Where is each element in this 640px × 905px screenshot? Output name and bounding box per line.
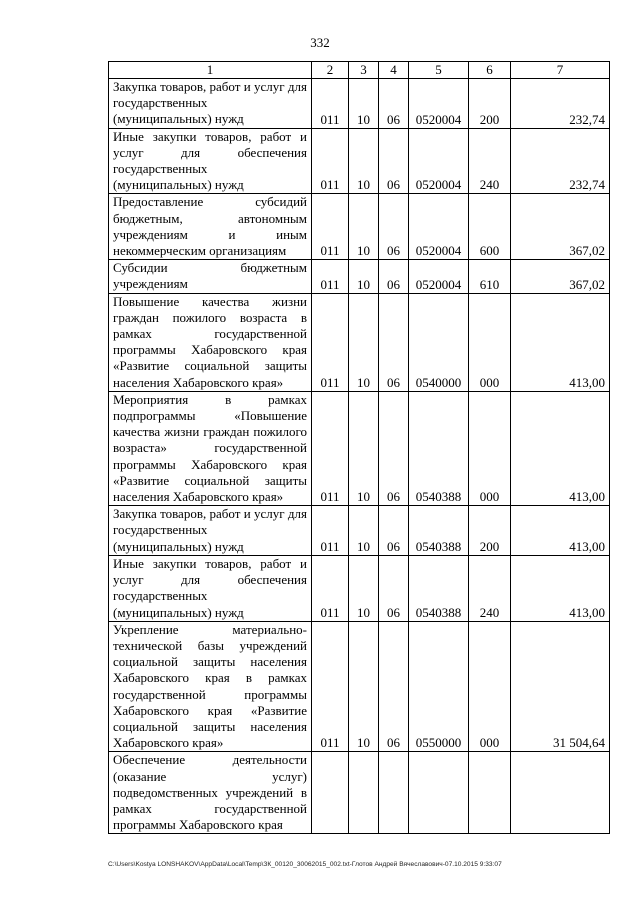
page-number: 332 — [310, 35, 330, 50]
row-code-subsection: 06 — [379, 194, 409, 260]
row-code-subsection: 06 — [379, 260, 409, 293]
row-code-expense-type: 600 — [469, 194, 511, 260]
row-amount: 232,74 — [511, 128, 610, 194]
row-code-section: 10 — [349, 621, 379, 752]
row-amount: 232,74 — [511, 79, 610, 129]
row-name: Мероприятия в рамках подпрограммы «Повышение качества жизни граждан пожилого возраста» государственной программы Хабаровского края «Развитие социальной защиты населения Хабаровского края» — [109, 391, 312, 505]
table-row — [109, 79, 610, 129]
header-col-3: 3 — [349, 62, 379, 79]
row-code-target: 0520004 — [409, 260, 469, 293]
table-body — [109, 79, 610, 834]
row-name: Обеспечение деятельности (оказание услуг) подведомственных учреждений в рамках государственной программы Хабаровского края — [109, 752, 312, 834]
row-code-admin: 011 — [312, 194, 349, 260]
header-col-4: 4 — [379, 62, 409, 79]
row-name: Закупка товаров, работ и услуг для государственных (муниципальных) нужд — [109, 506, 312, 556]
row-amount: 413,00 — [511, 293, 610, 391]
row-name: Иные закупки товаров, работ и услуг для обеспечения государственных (муниципальных) нужд — [109, 555, 312, 621]
row-code-subsection: 06 — [379, 79, 409, 129]
row-code-target: 0540388 — [409, 555, 469, 621]
row-code-subsection — [379, 752, 409, 834]
row-code-expense-type: 000 — [469, 293, 511, 391]
row-code-admin: 011 — [312, 506, 349, 556]
row-code-subsection: 06 — [379, 555, 409, 621]
header-col-2: 2 — [312, 62, 349, 79]
row-code-expense-type — [469, 752, 511, 834]
table-row — [109, 621, 610, 752]
row-code-expense-type: 200 — [469, 79, 511, 129]
row-code-admin: 011 — [312, 293, 349, 391]
table-row — [109, 260, 610, 293]
table-row — [109, 752, 610, 834]
row-code-subsection: 06 — [379, 128, 409, 194]
row-code-section: 10 — [349, 555, 379, 621]
budget-table — [108, 61, 610, 834]
row-code-expense-type: 000 — [469, 621, 511, 752]
header-col-6: 6 — [469, 62, 511, 79]
row-code-target: 0540388 — [409, 391, 469, 505]
header-col-5: 5 — [409, 62, 469, 79]
table-row — [109, 128, 610, 194]
header-row — [109, 62, 610, 79]
table-header — [109, 62, 610, 79]
row-code-section: 10 — [349, 293, 379, 391]
row-code-target: 0540000 — [409, 293, 469, 391]
row-code-admin: 011 — [312, 128, 349, 194]
document-footer-path: C:\Users\Kostya LONSHAKOV\AppData\Local\Temp\ЗК_00120_30062015_002.txt-Глотов Андрей Вячеславович-07.10.2015 9:33:07 — [108, 861, 502, 868]
row-name: Закупка товаров, работ и услуг для государственных (муниципальных) нужд — [109, 79, 312, 129]
row-code-admin — [312, 752, 349, 834]
row-amount — [511, 752, 610, 834]
row-code-admin: 011 — [312, 555, 349, 621]
row-code-admin: 011 — [312, 391, 349, 505]
row-code-expense-type: 200 — [469, 506, 511, 556]
row-name: Повышение качества жизни граждан пожилого возраста в рамках государственной программы Хабаровского края «Развитие социальной защиты населения Хабаровского края» — [109, 293, 312, 391]
row-code-subsection: 06 — [379, 506, 409, 556]
row-code-admin: 011 — [312, 79, 349, 129]
row-code-admin: 011 — [312, 621, 349, 752]
row-amount: 367,02 — [511, 194, 610, 260]
table-row — [109, 506, 610, 556]
row-code-target: 0520004 — [409, 194, 469, 260]
row-code-expense-type: 240 — [469, 128, 511, 194]
row-name: Иные закупки товаров, работ и услуг для обеспечения государственных (муниципальных) нужд — [109, 128, 312, 194]
row-name: Предоставление субсидий бюджетным, автономным учреждениям и иным некоммерческим организациям — [109, 194, 312, 260]
row-amount: 367,02 — [511, 260, 610, 293]
row-code-subsection: 06 — [379, 293, 409, 391]
row-amount: 413,00 — [511, 506, 610, 556]
row-code-section — [349, 752, 379, 834]
row-code-section: 10 — [349, 194, 379, 260]
row-code-target: 0520004 — [409, 128, 469, 194]
header-col-1: 1 — [109, 62, 312, 79]
table-row — [109, 391, 610, 505]
row-code-section: 10 — [349, 128, 379, 194]
row-name: Укрепление материально-технической базы учреждений социальной защиты населения Хабаровского края в рамках государственной программы Хабаровского края «Развитие социальной защиты населения Хабаровского края» — [109, 621, 312, 752]
row-code-expense-type: 000 — [469, 391, 511, 505]
row-code-target: 0540388 — [409, 506, 469, 556]
row-amount: 413,00 — [511, 391, 610, 505]
row-code-target: 0520004 — [409, 79, 469, 129]
row-amount: 413,00 — [511, 555, 610, 621]
row-code-section: 10 — [349, 79, 379, 129]
row-code-subsection: 06 — [379, 391, 409, 505]
row-code-section: 10 — [349, 260, 379, 293]
row-code-expense-type: 610 — [469, 260, 511, 293]
row-code-section: 10 — [349, 506, 379, 556]
row-code-section: 10 — [349, 391, 379, 505]
table-row — [109, 293, 610, 391]
row-code-target: 0550000 — [409, 621, 469, 752]
row-name: Субсидии бюджетным учреждениям — [109, 260, 312, 293]
table-row — [109, 194, 610, 260]
row-amount: 31 504,64 — [511, 621, 610, 752]
row-code-admin: 011 — [312, 260, 349, 293]
row-code-expense-type: 240 — [469, 555, 511, 621]
row-code-target — [409, 752, 469, 834]
table-row — [109, 555, 610, 621]
row-code-subsection: 06 — [379, 621, 409, 752]
header-col-7: 7 — [511, 62, 610, 79]
